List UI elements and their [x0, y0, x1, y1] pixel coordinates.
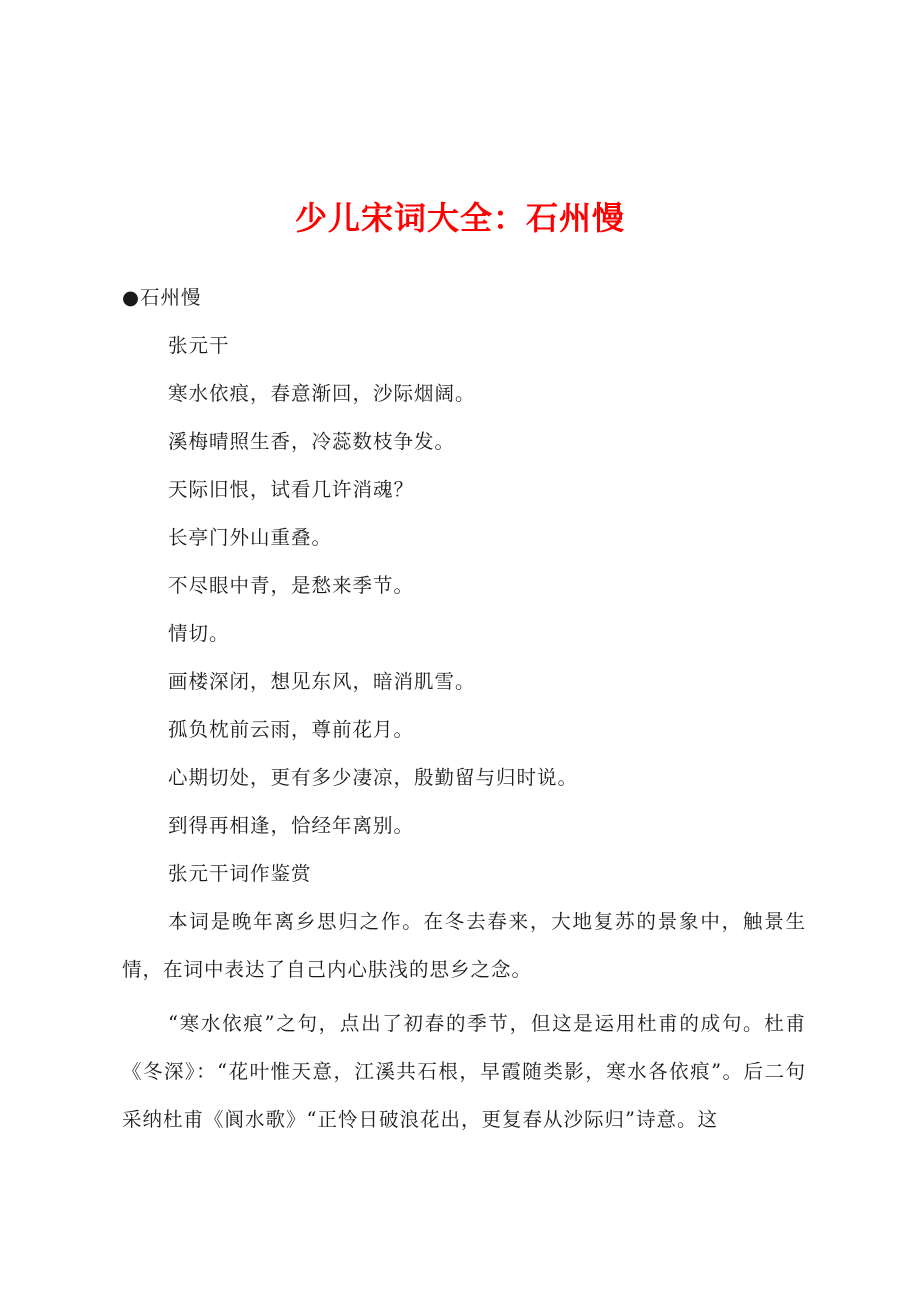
poem-line: 孤负枕前云雨，尊前花月。	[168, 718, 415, 741]
poem-line: 寒水依痕，春意渐回，沙际烟阔。	[168, 382, 476, 405]
poem-heading: ●石州慢	[122, 286, 202, 309]
body-paragraph: 本词是晚年离乡思归之作。在冬去春来，大地复苏的景象中，触景生情，在词中表达了自己内心肤浅的思乡之念。	[122, 910, 806, 981]
body-paragraph: “寒水依痕”之句，点出了初春的季节，但这是运用杜甫的成句。杜甫《冬深》：“花叶惟天意，江溪共石根，早霞随类影，寒水各依痕”。后二句采纳杜甫《阆水歌》“正怜日破浪花出，更复春从沙际归”诗意。这	[122, 1012, 806, 1131]
appreciation-heading: 张元干词作鉴赏	[168, 862, 312, 885]
poem-line: 天际旧恨，试看几许消魂？	[168, 478, 415, 501]
poem-line: 溪梅晴照生香，冷蕊数枝争发。	[168, 430, 456, 453]
page-title: 少儿宋词大全：石州慢	[294, 199, 625, 237]
poem-line: 心期切处，更有多少凄凉，殷勤留与归时说。	[168, 766, 579, 789]
poem-line: 情切。	[168, 622, 230, 645]
poem-line: 到得再相逢，恰经年离别。	[168, 814, 415, 837]
poem-line: 不尽眼中青，是愁来季节。	[168, 574, 415, 597]
author-line: 张元干	[168, 334, 230, 357]
poem-line: 画楼深闭，想见东风，暗消肌雪。	[168, 670, 476, 693]
poem-line: 长亭门外山重叠。	[168, 526, 333, 549]
